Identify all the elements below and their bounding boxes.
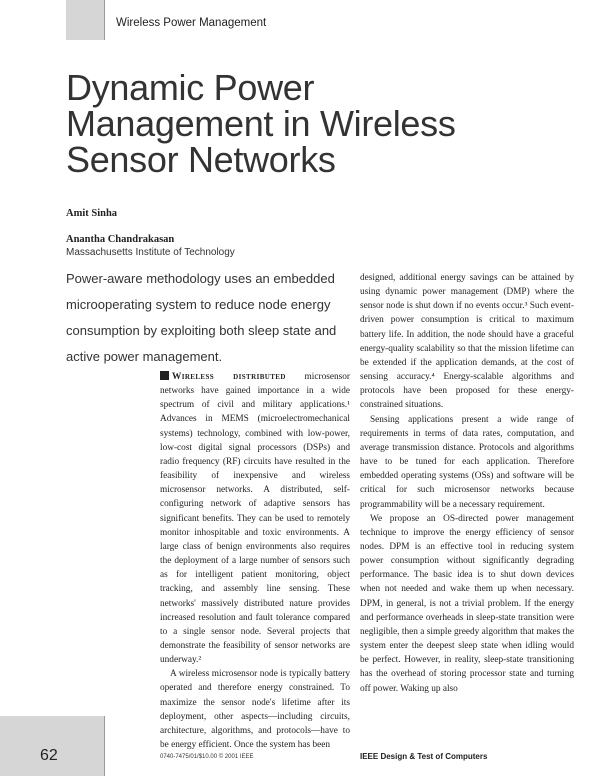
page-number: 62 <box>40 747 58 764</box>
body-paragraph: A wireless microsensor node is typically battery operated and therefore energy constrained. To maximize the sensor node's lifetime after its deployment, other aspects—including circuits, architecture, algorithms, and protocols—have to be energy efficient. Once the system has been <box>160 669 350 751</box>
paragraph-text: microsensor networks have gained importance in a wide spectrum of civil and military applications.¹ Advances in MEMS (microelectromechanical systems) technology, combined with low-power, low-cost digital signal processors (DSPs) and radio frequency (RF) circuits have resulted in the feasibility of inexpensive and wireless microsensor networks. A distributed, self-configuring network of adaptive sensors has significant benefits. They can be used to remotely monitor inhospitable and toxic environments. A large class of benign environments also requires the deployment of a large number of sensors such as for intelligent patient monitoring, object tracking, and assembly line sensing. These networks' massively distributed nature provides increased resolution and fault tolerance compared to a single sensor node. Several projects that demonstrate the feasibility of sensor networks are underway.² <box>160 372 350 666</box>
bottom-gray-tab <box>0 716 104 776</box>
body-column-right <box>360 271 574 696</box>
section-label: Wireless Power Management <box>116 17 267 29</box>
article-title: Dynamic Power Management in Wireless Sensor Networks <box>66 67 456 180</box>
footer-journal: IEEE Design & Test of Computers <box>360 752 488 761</box>
top-gray-tab <box>66 0 104 40</box>
body-column-left <box>160 370 350 752</box>
bottom-divider <box>104 716 105 776</box>
lead-in: Wireless distributed <box>172 372 286 382</box>
author-name: Amit Sinha <box>66 208 118 219</box>
author-name: Anantha Chandrakasan <box>66 234 175 245</box>
top-divider <box>104 0 105 40</box>
square-bullet-icon <box>160 371 169 380</box>
footer-copyright: 0740-7475/01/$10.00 © 2001 IEEE <box>160 754 254 760</box>
body-paragraph <box>160 370 350 667</box>
body-paragraph: designed, additional energy savings can be attained by using dynamic power management (DMP) where the sensor node is shut down if no events occur.³ Such event-driven power consumption is critical to maximum battery life. In addition, the node should have a graceful energy-quality scalability so that the mission lifetime can be extended if the application demands, at the cost of sensing accuracy.⁴ Energy-scalable algorithms and protocols have been proposed for these energy-constrained situations. <box>360 273 574 411</box>
author-affiliation: Massachusetts Institute of Technology <box>66 247 235 258</box>
body-paragraph: Sensing applications present a wide range of requirements in terms of data rates, computation, and average transmission distance. Protocols and algorithms have to be tuned for each application. Therefore embedded operating systems (OSs) and software will be critical for such microsensor networks because programmability will be a necessary requirement. <box>360 414 574 510</box>
body-paragraph: We propose an OS-directed power management technique to improve the energy efficiency of sensor nodes. DPM is an effective tool in reducing system power consumption without significantly degrading performance. The basic idea is to shut down devices when not needed and wake them up when necessary. DPM, in general, is not a trivial problem. If the energy and performance overheads in sleep-state transition were negligible, then a simple greedy algorithm that makes the system enter the deepest sleep state when idling would be perfect. However, in reality, sleep-state transitioning has the overhead of storing processor state and turning off power. Waking up also <box>360 513 574 694</box>
article-deck: Power-aware methodology uses an embedded microoperating system to reduce node energy consumption by exploiting both sleep state and active power management. <box>66 271 337 364</box>
